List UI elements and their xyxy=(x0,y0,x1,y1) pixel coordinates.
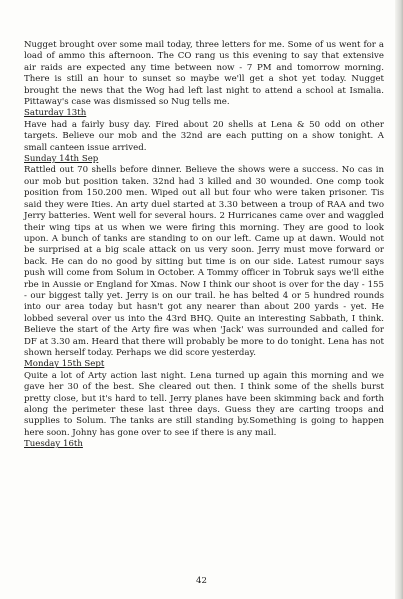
date-heading: Sunday 14th Sep xyxy=(24,154,99,165)
page-binding-edge xyxy=(395,0,403,599)
date-heading: Tuesday 16th xyxy=(24,439,83,450)
entry-paragraph: Rattled out 70 shells before dinner. Believe the shows were a success. No cas in our mob but position taken. 32nd had 3 killed and 30 wounded. One comp took position from 150.200 men. Wiped out all but four who were taken prisoner. Tis said they were Ities. An arty duel started at 3.30 between a troup of RAA and two Jerry batteries. Went well for several hours. 2 Hurricanes came over and waggled their wing tips at us when we were firing this morning. They are good to look upon. A bunch of tanks are standing to on our left. Came up at dawn. Would not be surprised at a big scale attack on us very soon. Jerry must move forward or back. He can do no good by sitting but time is on our side. Latest rumour says push will come from Solum in October. A Tommy officer in Tobruk says we'll eithe rbe in Aussie or England for Xmas. Now I think our shoot is over for the day - 155 - our biggest tally yet. Jerry is on our trail. he has belted 4 or 5 hundred rounds into our area today but hasn't got any nearer than about 200 yards - yet. He lobbed several over us into the 43rd BHQ. Quite an interesting Sabbath, I think. Believe the start of the Arty fire was when 'Jack' was surrounded and called for DF at 3.30 am. Heard that there will probably be more to do tonight. Lena has not shown herself today. Perhaps we did score yesterday. xyxy=(24,165,384,358)
date-heading: Saturday 13th xyxy=(24,108,87,119)
entry-paragraph: Quite a lot of Arty action last night. Lena turned up again this morning and we gave her 30 of the best. She cleared out then. I think some of the shells burst pretty close, but it's hard to tell. Jerry planes have been skimming back and forth along the perimeter these last three days. Guess they are carting troops and supplies to Solum. The tanks are still standing by.Something is going to happen here soon. Johny has gone over to see if there is any mail. xyxy=(24,370,384,438)
entry-paragraph: Have had a fairly busy day. Fired about 20 shells at Lena & 50 odd on other targets. Believe our mob and the 32nd are each putting on a show tonight. A small canteen issue arrived. xyxy=(24,119,384,153)
diary-text xyxy=(24,40,384,451)
entry-paragraph: Nugget brought over some mail today, three letters for me. Some of us went for a load of ammo this afternoon. The CO rang us this evening to say that extensive air raids are expected any time between now - 7 PM and tomorrow morning. There is still an hour to sunset so maybe we'll get a shot yet today. Nugget brought the news that the Wog had left last night to attend a school at Ismalia. Pittaway's case was dismissed so Nug tells me. xyxy=(24,40,384,108)
date-heading: Monday 15th Sept xyxy=(24,359,105,370)
page-number: 42 xyxy=(196,576,207,586)
